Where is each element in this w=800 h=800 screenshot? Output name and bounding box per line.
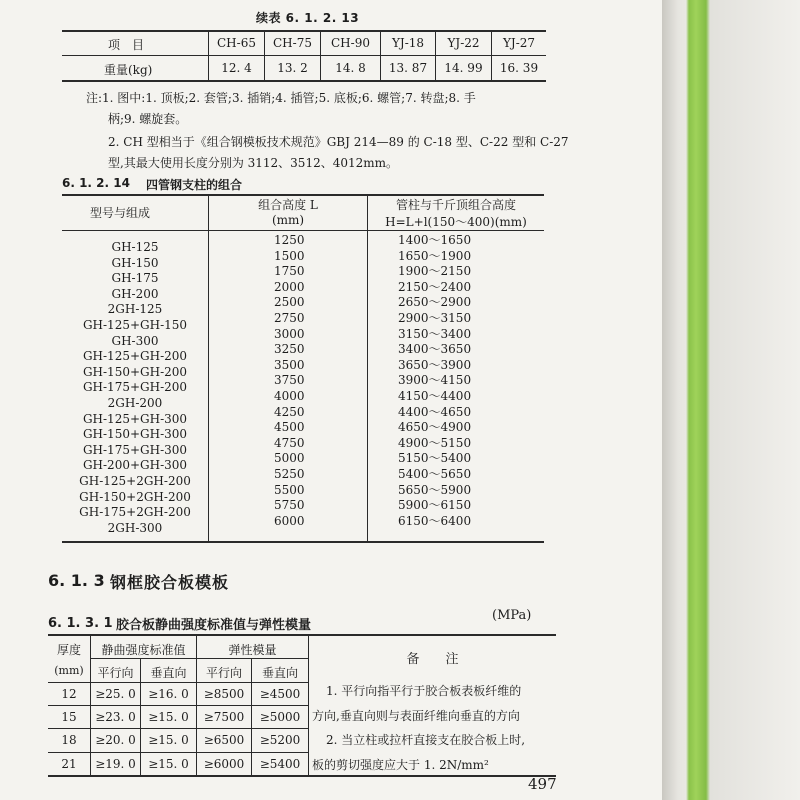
header-perpendicular: 垂直向 <box>261 666 298 680</box>
column-header-model: 型号与组成 <box>90 206 151 220</box>
range-cell: 1650～1900 <box>398 248 472 263</box>
model-cell: GH-200 <box>111 286 159 301</box>
section-number: 6. 1. 2. 14 <box>62 176 130 190</box>
model-cell: GH-150+GH-300 <box>82 427 188 442</box>
height-cell: 4750 <box>274 435 305 450</box>
height-cell: 5250 <box>274 466 305 481</box>
model-cell: CH-75 <box>273 36 312 50</box>
range-cell: 4400～4650 <box>398 404 472 419</box>
book-spine <box>662 0 800 800</box>
model-cell: GH-200+GH-300 <box>82 458 188 473</box>
height-cell: 4000 <box>274 388 305 403</box>
model-cell: GH-150+GH-200 <box>82 364 188 379</box>
row-header-item: 项 目 <box>108 38 145 52</box>
range-cell: 3650～3900 <box>398 357 472 372</box>
cell-modulus-perpendicular: ≥5000 <box>259 710 301 724</box>
model-cell: GH-150 <box>111 255 159 270</box>
range-cell: 3150～3400 <box>398 326 472 341</box>
model-cell: GH-300 <box>111 333 159 348</box>
height-cell: 6000 <box>274 513 305 528</box>
range-cell: 2650～2900 <box>398 295 472 310</box>
height-cell: 5500 <box>274 482 305 497</box>
model-cell: YJ-18 <box>391 36 425 50</box>
height-cell: 3000 <box>274 326 305 341</box>
model-cell: GH-175+2GH-200 <box>79 505 191 520</box>
column-header-combined-formula: H=L+l(150～400)(mm) <box>385 215 527 229</box>
height-cell: 4500 <box>274 420 305 435</box>
remark-line: 板的剪切强度应大于 1. 2N/mm² <box>312 758 489 772</box>
range-column <box>398 233 508 529</box>
range-cell: 5900～6150 <box>398 498 472 513</box>
cell-modulus-parallel: ≥6500 <box>203 733 245 747</box>
range-cell: 5400～5650 <box>398 466 472 481</box>
row-header-weight: 重量(kg) <box>104 63 153 77</box>
range-cell: 2900～3150 <box>398 310 472 325</box>
header-thickness-unit: (mm) <box>54 664 84 677</box>
model-column <box>62 240 208 536</box>
remark-line: 方向,垂直向则与表面纤维向垂直的方向 <box>312 709 520 723</box>
range-cell: 3900～4150 <box>398 373 472 388</box>
range-cell: 4900～5150 <box>398 435 472 450</box>
model-cell: GH-125+GH-150 <box>82 317 188 332</box>
note-1-line-1: 注:1. 图中:1. 顶板;2. 套管;3. 插销;4. 插管;5. 底板;6. 螺管;7. 转盘;8. 手 <box>86 91 476 105</box>
weight-cell: 14. 99 <box>444 61 483 75</box>
height-cell: 1250 <box>274 233 305 247</box>
cell-strength-parallel: ≥25. 0 <box>95 687 136 701</box>
model-cell: GH-175+GH-200 <box>82 380 188 395</box>
weight-cell: 14. 8 <box>335 61 366 75</box>
section-number: 6. 1. 3 <box>48 571 105 590</box>
remark-line: 2. 当立柱或拉杆直接支在胶合板上时, <box>326 733 526 747</box>
section-title: 胶合板静曲强度标准值与弹性模量 <box>116 618 312 633</box>
cell-strength-perpendicular: ≥16. 0 <box>148 687 189 701</box>
height-cell: 2000 <box>274 279 305 294</box>
range-cell: 3400～3650 <box>398 342 472 357</box>
cell-strength-perpendicular: ≥15. 0 <box>148 733 189 747</box>
cell-strength-perpendicular: ≥15. 0 <box>148 710 189 724</box>
cell-modulus-parallel: ≥6000 <box>203 757 245 771</box>
model-cell: GH-175 <box>111 271 159 286</box>
cell-modulus-parallel: ≥7500 <box>203 710 245 724</box>
cell-thickness: 18 <box>61 733 77 747</box>
height-cell: 1500 <box>274 248 305 263</box>
model-cell: 2GH-125 <box>107 302 163 317</box>
model-cell: YJ-22 <box>447 36 480 50</box>
remark-line: 1. 平行向指平行于胶合板表板纤维的 <box>326 684 522 698</box>
section-title: 四管钢支柱的组合 <box>146 178 243 192</box>
cell-strength-parallel: ≥20. 0 <box>95 733 136 747</box>
range-cell: 1900～2150 <box>398 264 472 279</box>
range-cell: 5150～5400 <box>398 451 472 466</box>
continued-table-caption: 续表 6. 1. 2. 13 <box>256 11 360 25</box>
model-cell: CH-65 <box>217 36 256 50</box>
model-cell: 2GH-200 <box>107 395 163 410</box>
column-header-height: 组合高度 L <box>258 198 318 212</box>
cell-modulus-perpendicular: ≥5400 <box>259 757 301 771</box>
model-cell: 2GH-300 <box>107 520 163 535</box>
model-cell: GH-125+GH-200 <box>82 349 188 364</box>
page-number: 497 <box>528 775 557 793</box>
model-cell: GH-125+GH-300 <box>82 411 188 426</box>
header-parallel: 平行向 <box>97 666 134 680</box>
height-cell: 3250 <box>274 342 305 357</box>
cell-modulus-parallel: ≥8500 <box>203 687 245 701</box>
header-remarks: 备 注 <box>406 652 459 667</box>
height-cell: 3750 <box>274 373 305 388</box>
height-cell: 1750 <box>274 264 305 279</box>
height-cell: 5750 <box>274 498 305 513</box>
note-2-line-2: 型,其最大使用长度分别为 3112、3512、4012mm。 <box>108 156 399 170</box>
section-title: 钢框胶合板模板 <box>110 573 230 592</box>
height-cell: 3500 <box>274 357 305 372</box>
cell-modulus-perpendicular: ≥5200 <box>259 733 301 747</box>
column-header-height-unit: (mm) <box>271 213 305 227</box>
cell-strength-perpendicular: ≥15. 0 <box>148 757 189 771</box>
cell-thickness: 21 <box>61 757 77 771</box>
note-2-line-1: 2. CH 型相当于《组合钢模板技术规范》GBJ 214—89 的 C-18 型、C-22 型和 C-27 <box>108 135 569 149</box>
column-header-combined: 管柱与千斤顶组合高度 <box>395 198 516 212</box>
weight-cell: 12. 4 <box>221 61 252 75</box>
cell-modulus-perpendicular: ≥4500 <box>259 687 301 701</box>
height-column <box>274 233 334 529</box>
cell-strength-parallel: ≥23. 0 <box>95 710 136 724</box>
range-cell: 6150～6400 <box>398 513 472 528</box>
header-perpendicular: 垂直向 <box>150 666 187 680</box>
header-static-bending-strength: 静曲强度标准值 <box>101 643 186 657</box>
weight-cell: 16. 39 <box>499 61 539 75</box>
header-parallel: 平行向 <box>205 666 242 680</box>
range-cell: 5650～5900 <box>398 482 472 497</box>
range-cell: 1400～1650 <box>398 233 472 247</box>
model-cell: GH-150+2GH-200 <box>79 489 191 504</box>
model-cell: GH-125+2GH-200 <box>79 473 191 488</box>
unit-label: (MPa) <box>492 608 532 623</box>
height-cell: 2750 <box>274 310 305 325</box>
header-thickness: 厚度 <box>56 643 81 657</box>
range-cell: 4150～4400 <box>398 388 472 403</box>
range-cell: 2150～2400 <box>398 279 472 294</box>
model-cell: GH-175+GH-300 <box>82 442 188 457</box>
cell-strength-parallel: ≥19. 0 <box>95 757 136 771</box>
model-cell: YJ-27 <box>502 36 536 50</box>
cell-thickness: 15 <box>61 710 77 724</box>
height-cell: 5000 <box>274 451 305 466</box>
model-cell: CH-90 <box>331 36 370 50</box>
height-cell: 2500 <box>274 295 305 310</box>
cell-thickness: 12 <box>61 687 77 701</box>
range-cell: 4650～4900 <box>398 420 472 435</box>
section-number: 6. 1. 3. 1 <box>48 616 113 631</box>
model-cell: GH-125 <box>111 240 159 254</box>
note-1-line-2: 柄;9. 螺旋套。 <box>108 112 188 126</box>
header-elastic-modulus: 弹性模量 <box>228 643 277 657</box>
height-cell: 4250 <box>274 404 305 419</box>
weight-cell: 13. 87 <box>388 61 428 75</box>
weight-cell: 13. 2 <box>277 61 308 75</box>
